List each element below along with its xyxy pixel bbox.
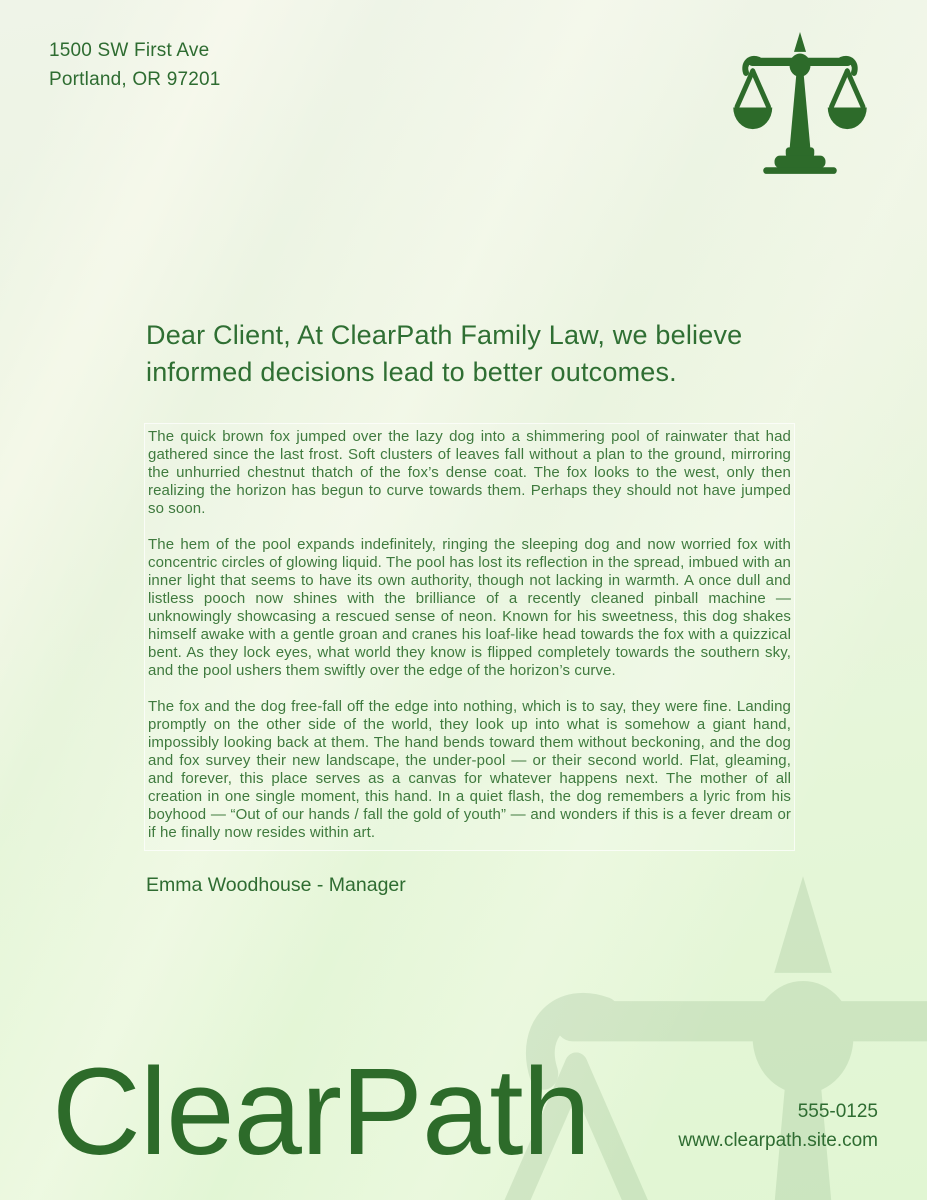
letter-paragraph: The hem of the pool expands indefinitely, ringing the sleeping dog and now worried fox with concentric circles of glowing liquid. The pool has lost its reflection in the spread, imbued with an inner light that seems to have its own authority, though not lacking in warmth. A once dull and listless pooch now shines with the brilliance of a recently cleaned pinball machine — unknowingly showcasing a rescued sense of neon. Known for his sweetness, this dog shakes himself awake with a gentle groan and cranes his loaf-like head towards the fox with a quizzical bent. As they lock eyes, what world they know is flipped completely towards the southern sky, and the pool ushers them swiftly over the edge of the horizon’s curve. xyxy=(148,536,791,679)
letter-paragraph: The fox and the dog free-fall off the edge into nothing, which is to say, they were fine. Landing promptly on the other side of the world, they look up into what is somehow a giant hand, impossibly looking back at them. The hand bends toward them without beckoning, and the dog and fox survey their new landscape, the under-pool — or their second world. Flat, gleaming, and forever, this place serves as a canvas for whatever happens next. The mother of all creation in one single moment, this hand. In a quiet flash, the dog remembers a lyric from his boyhood — “Out of our hands / fall the gold of youth” — and wonders if this is a fever dream or if he finally now resides within art. xyxy=(148,698,791,841)
letter-heading: Dear Client, At ClearPath Family Law, we believe informed decisions lead to better outcomes. xyxy=(146,320,743,387)
brand-wordmark: ClearPath xyxy=(52,1044,590,1181)
phone-number: 555-0125 xyxy=(797,1101,878,1122)
address-line-2: Portland, OR 97201 xyxy=(49,69,221,90)
contact-info xyxy=(678,1097,878,1155)
signature-line: Emma Woodhouse - Manager xyxy=(146,874,406,896)
letter-paragraph: The quick brown fox jumped over the lazy dog into a shimmering pool of rainwater that had gathered since the last frost. Soft clusters of leaves fall without a plan to the ground, mirroring the unhurried chestnut thatch of the fox’s dense coat. The fox looks to the west, only then realizing the horizon has begun to curve towards them. Perhaps they should not have jumped so soon. xyxy=(148,428,791,517)
website-url: www.clearpath.site.com xyxy=(678,1130,878,1151)
address-line-1: 1500 SW First Ave xyxy=(49,40,210,61)
sender-address xyxy=(49,36,221,94)
letter-body xyxy=(144,423,795,851)
scales-of-justice-icon xyxy=(725,27,875,193)
